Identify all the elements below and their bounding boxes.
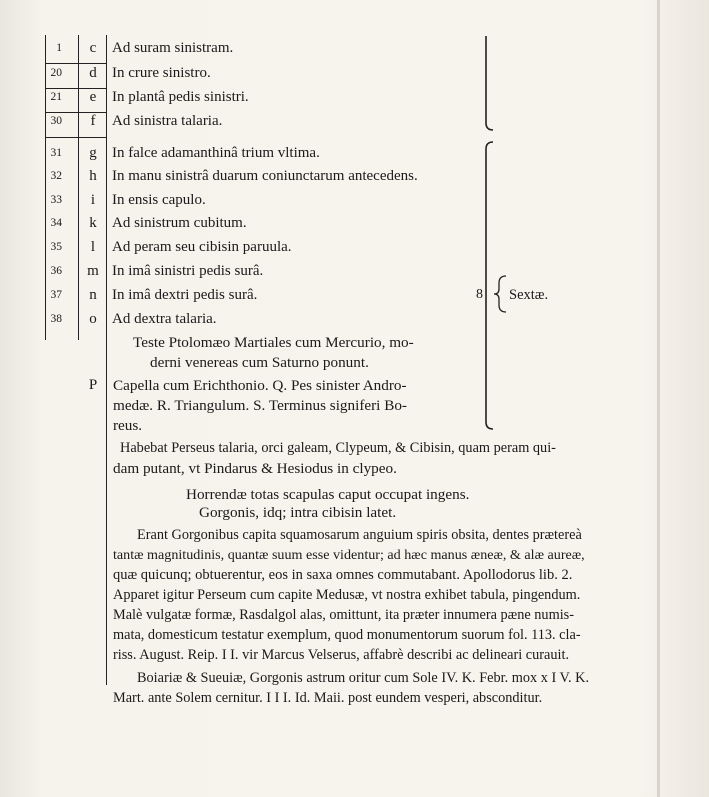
star-description: In imâ dextri pedis surâ. (112, 287, 258, 303)
teste-line: derni venereas cum Saturno ponunt. (150, 354, 369, 371)
star-number: 35 (50, 241, 62, 253)
habebat-line: Habebat Perseus talaria, orci galeam, Clypeum, & Cibisin, quam peram qui- (120, 440, 556, 456)
star-description: In imâ sinistri pedis surâ. (112, 263, 264, 279)
star-description: Ad sinistrum cubitum. (112, 215, 247, 231)
capella-line: medæ. R. Triangulum. S. Terminus signiferi Bo- (113, 397, 407, 414)
star-description: In falce adamanthinâ trium vltima. (112, 145, 320, 161)
star-number: 31 (50, 147, 62, 159)
star-description: In manu sinistrâ duarum coniunctarum antecedens. (112, 168, 418, 184)
star-description: In crure sinistro. (112, 65, 211, 81)
star-number: 32 (50, 170, 62, 182)
lower-group-brace (486, 142, 493, 429)
star-letter: m (87, 263, 99, 279)
erant-line: quæ quicunq; obtuerentur, eos in saxa omnes commutabant. Apollodorus lib. 2. (113, 567, 573, 583)
star-letter: l (90, 239, 96, 255)
star-number: 34 (50, 217, 62, 229)
teste-line: Teste Ptolomæo Martiales cum Mercurio, mo- (133, 334, 414, 351)
magnitude-count: 8 (476, 287, 483, 302)
magnitude-label: Sextæ. (509, 287, 549, 303)
star-number: 21 (50, 91, 62, 103)
star-number: 38 (50, 313, 62, 325)
verse-line: Gorgonis, idq; intra cibisin latet. (199, 504, 397, 521)
star-number: 20 (50, 67, 62, 79)
star-letter: e (89, 89, 97, 105)
star-description: In ensis capulo. (112, 192, 206, 208)
star-letter: k (89, 215, 97, 231)
star-number: 30 (50, 115, 62, 127)
star-letter: n (89, 287, 97, 303)
star-letter: c (89, 40, 97, 56)
star-number: 37 (50, 289, 62, 301)
star-letter: h (89, 168, 97, 184)
star-letter: i (90, 192, 96, 208)
star-number: 36 (50, 265, 62, 277)
star-description: Ad suram sinistram. (112, 40, 234, 56)
capella-line: Capella cum Erichthonio. Q. Pes sinister Andro- (113, 377, 407, 394)
star-letter: o (89, 311, 97, 327)
erant-line: Apparet igitur Perseum cum capite Medusæ, vt nostra exhibet tabula, pingendum. (113, 587, 581, 603)
erant-line: tantæ magnitudinis, quantæ suum esse videntur; ad hæc manus æneæ, & alæ aureæ, (113, 547, 585, 563)
star-number: 1 (56, 42, 62, 54)
verse-line: Horrendæ totas scapulas caput occupat ingens. (186, 486, 470, 503)
capella-letter: P (88, 377, 98, 393)
star-number: 33 (50, 194, 62, 206)
boiariae-line: Boiariæ & Sueuiæ, Gorgonis astrum oritur cum Sole IV. K. Febr. mox x I V. K. (137, 670, 590, 686)
capella-line: reus. (113, 417, 143, 434)
erant-line: Malè vulgatæ formæ, Rasdalgol alas, omittunt, ita præter innumera pæne numis- (113, 607, 574, 623)
erant-line: Erant Gorgonibus capita squamosarum anguium spiris obsita, dentes prætereà (137, 527, 582, 543)
habebat-line: dam putant, vt Pindarus & Hesiodus in clypeo. (113, 460, 397, 477)
star-letter: d (89, 65, 97, 81)
star-description: Ad sinistra talaria. (112, 113, 223, 129)
star-letter: g (89, 145, 97, 161)
boiariae-line: Mart. ante Solem cernitur. I I I. Id. Maii. post eundem vesperi, absconditur. (113, 690, 543, 706)
upper-group-brace (486, 36, 493, 130)
sexta-brace-icon (494, 276, 506, 312)
erant-line: mata, domesticum testatur exemplum, quod monumentorum suorum fol. 113. cla- (113, 627, 581, 643)
star-description: Ad peram seu cibisin paruula. (112, 239, 292, 255)
star-letter: f (90, 113, 96, 129)
star-description: Ad dextra talaria. (112, 311, 217, 327)
erant-line: riss. August. Reip. I I. vir Marcus Velserus, affabrè describi ac delineari curauit. (113, 647, 570, 663)
star-description: In plantâ pedis sinistri. (112, 89, 249, 105)
